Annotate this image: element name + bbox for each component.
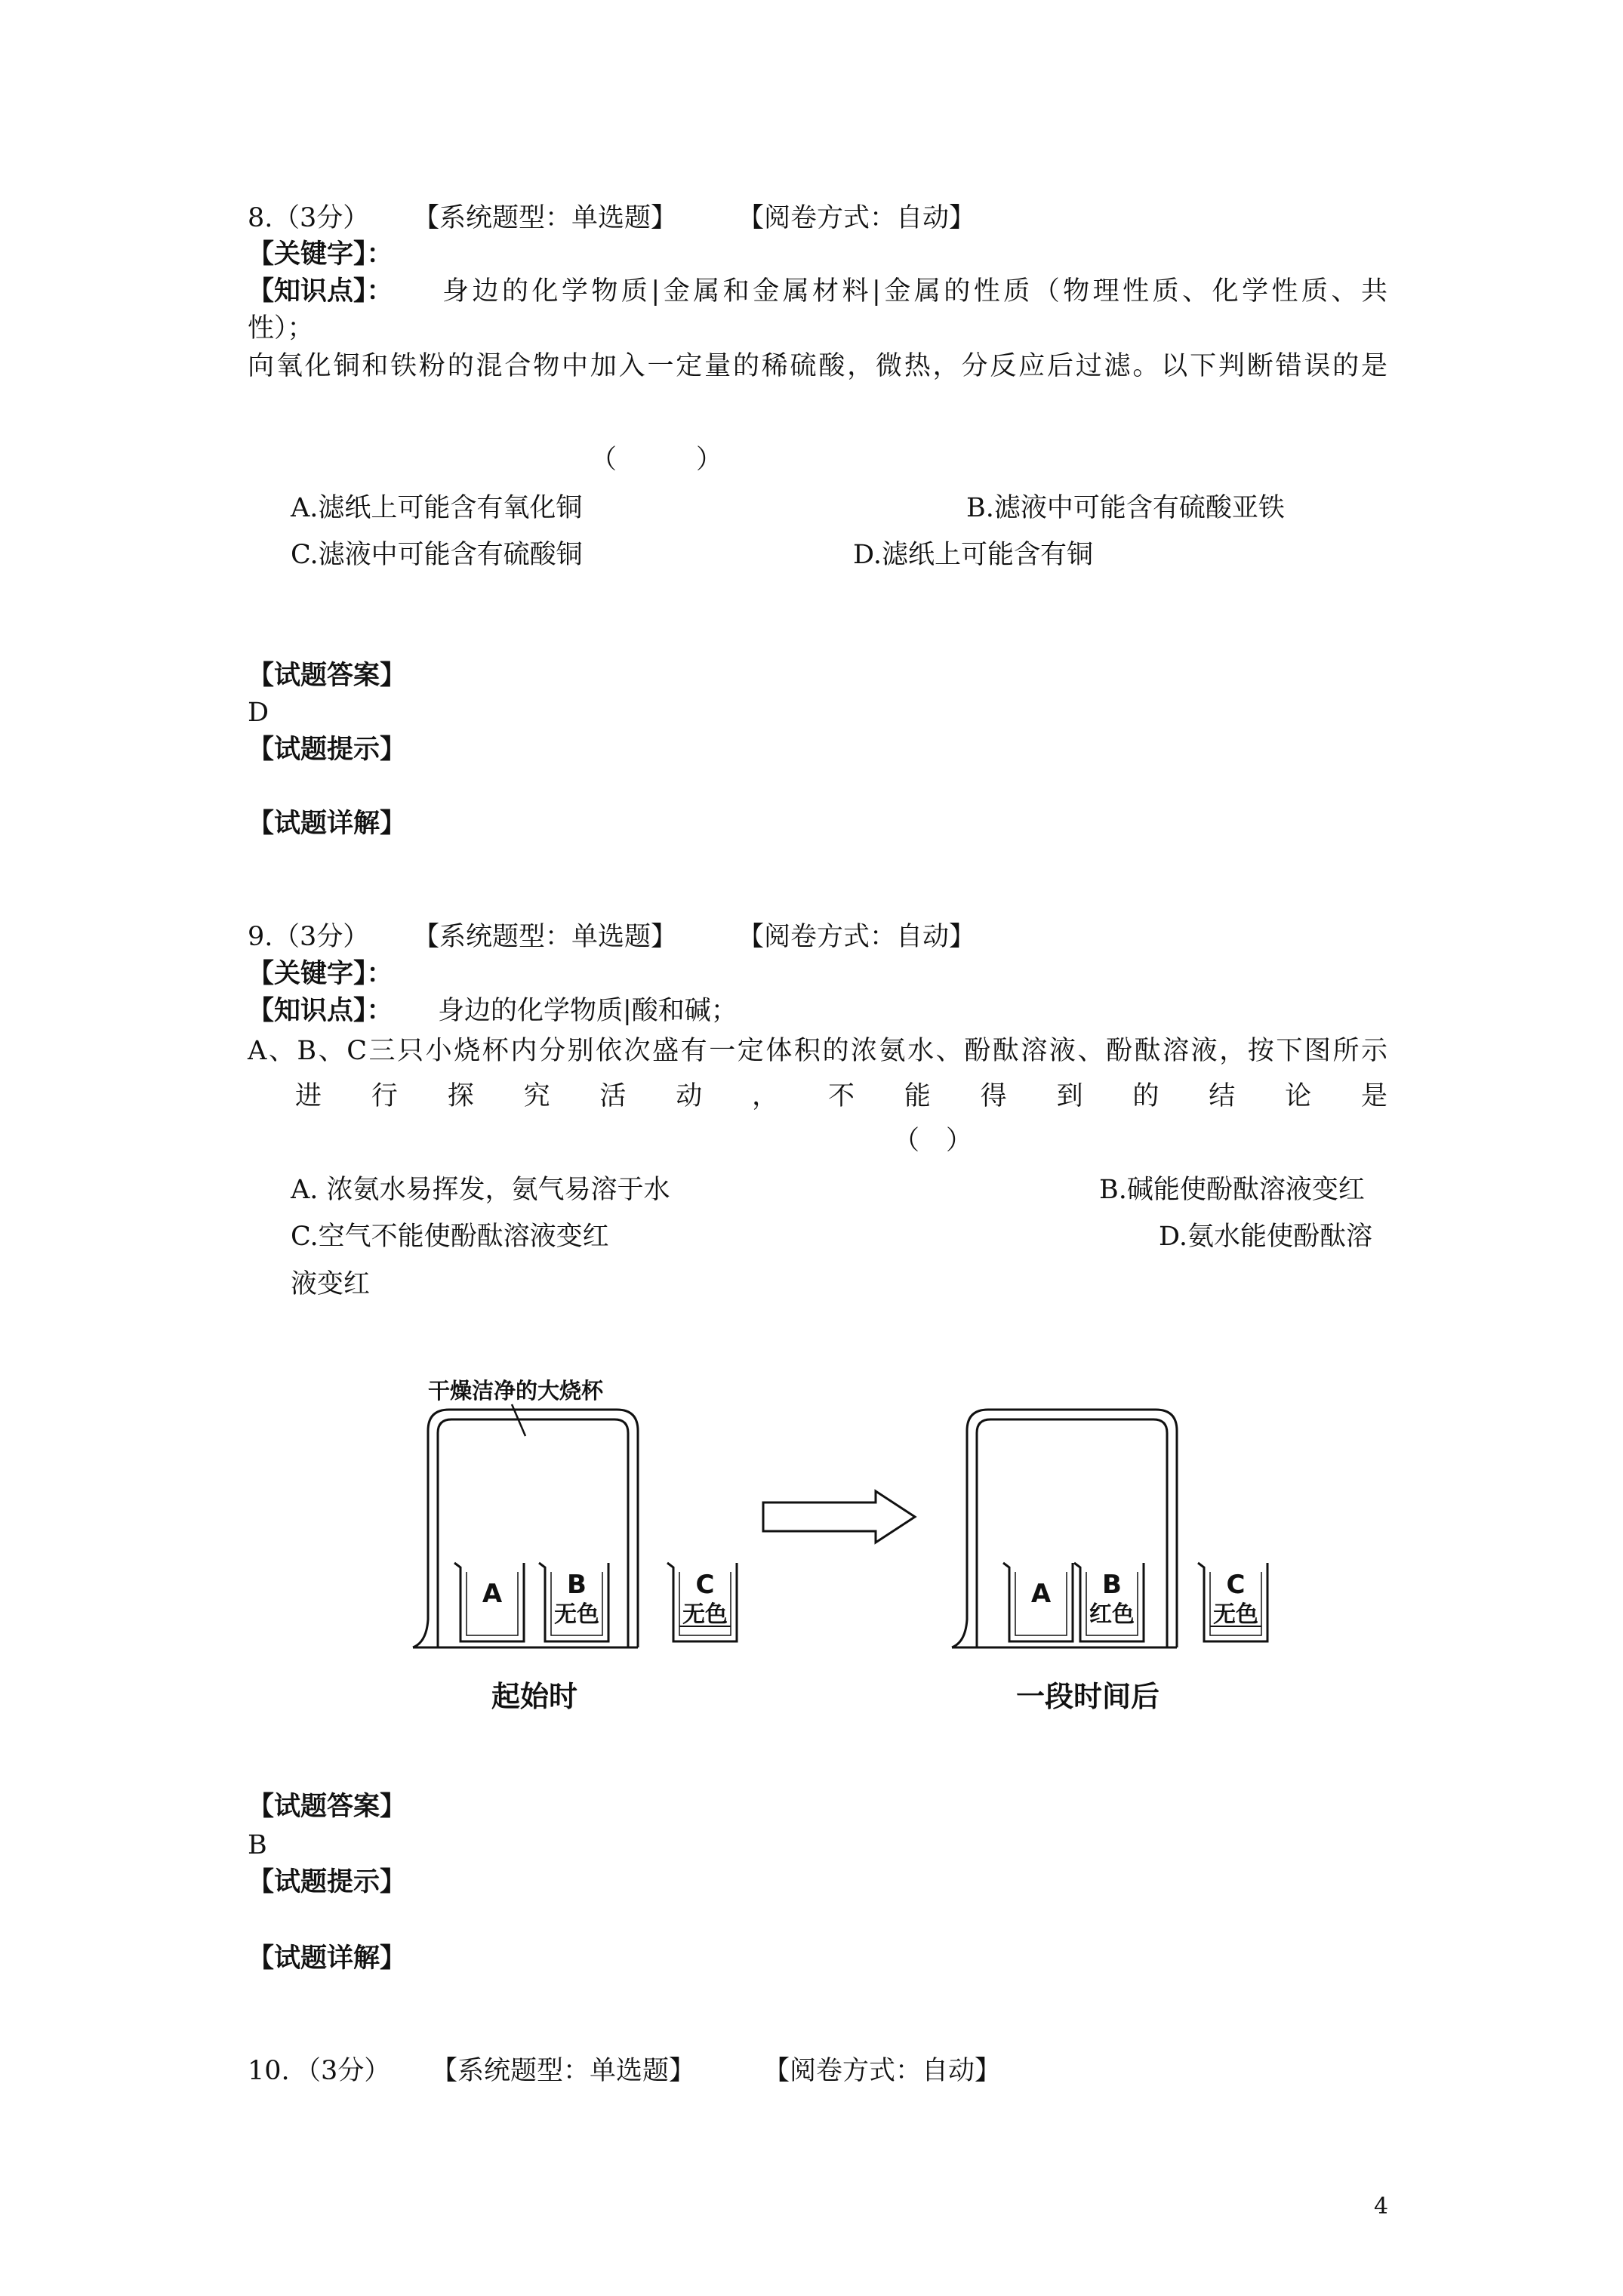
beaker-color-note: 无色 <box>554 1601 599 1628</box>
experiment-figure <box>393 1351 1313 1729</box>
small-beaker-a <box>1003 1563 1073 1641</box>
knowledge-label: 【知识点】： <box>248 276 393 307</box>
option-c: C.空气不能使酚酞溶液变红 <box>291 1222 609 1252</box>
keyword-label: 【关键字】： <box>248 959 393 989</box>
question-type: 【系统题型：单选题】 <box>413 922 678 952</box>
knowledge-text-continued: 性）； <box>248 313 314 344</box>
knowledge-text: 身边的化学物质|酸和碱； <box>438 996 738 1026</box>
arrow-right-icon <box>763 1491 915 1542</box>
option-a: A. 浓氨水易挥发，氨气易溶于水 <box>291 1175 670 1205</box>
option-d: D.滤纸上可能含有铜 <box>853 540 1093 570</box>
answer-value: B <box>248 1830 267 1860</box>
small-beaker-c <box>667 1563 737 1641</box>
beaker-letter: B <box>567 1570 587 1600</box>
beaker-letter: C <box>1226 1570 1246 1600</box>
beaker-letter: A <box>482 1579 503 1609</box>
scene-start <box>413 1410 737 1713</box>
big-beaker-label: 干燥洁净的大烧杯 <box>428 1378 604 1404</box>
keyword-label: 【关键字】： <box>248 239 393 270</box>
beaker-letter: B <box>1102 1570 1122 1600</box>
answer-label: 【试题答案】 <box>248 1792 407 1822</box>
question-number: 8. <box>248 203 273 233</box>
option-c: C.滤液中可能含有硫酸铜 <box>291 540 583 570</box>
small-beaker-c <box>1198 1563 1267 1641</box>
question-score: （3分） <box>273 922 370 952</box>
grading-method: 【阅卷方式：自动】 <box>738 203 976 233</box>
question-stem-continued: 进 行 探 究 活 动 ， 不 能 得 到 的 结 论 是 <box>295 1081 1387 1111</box>
option-d: D.氨水能使酚酞溶 <box>1159 1222 1372 1252</box>
beaker-letter: C <box>695 1570 715 1600</box>
scene-later <box>952 1410 1267 1713</box>
small-beaker-b <box>539 1563 608 1641</box>
scene-caption: 一段时间后 <box>1015 1680 1160 1713</box>
knowledge-text: 身边的化学物质|金属和金属材料|金属的性质（物理性质、化学性质、共 <box>442 276 1387 307</box>
option-b: B.滤液中可能含有硫酸亚铁 <box>966 493 1285 523</box>
grading-method: 【阅卷方式：自动】 <box>763 2056 1002 2086</box>
small-beaker-b <box>1074 1563 1144 1641</box>
small-beaker-a <box>454 1563 524 1641</box>
answer-value: D <box>248 698 269 728</box>
beaker-color-note: 红色 <box>1089 1601 1135 1628</box>
option-b: B.碱能使酚酞溶液变红 <box>1099 1175 1365 1205</box>
hint-label: 【试题提示】 <box>248 1867 407 1897</box>
option-d-continued: 液变红 <box>291 1269 371 1299</box>
scene-caption: 起始时 <box>491 1680 578 1713</box>
answer-label: 【试题答案】 <box>248 661 407 691</box>
grading-method: 【阅卷方式：自动】 <box>738 922 976 952</box>
question-type: 【系统题型：单选题】 <box>413 203 678 233</box>
question-number: 9. <box>248 922 273 952</box>
answer-blank: （ ） <box>893 1126 973 1156</box>
answer-blank: （ ） <box>590 445 723 475</box>
page-number: 4 <box>1374 2193 1389 2220</box>
hint-label: 【试题提示】 <box>248 735 407 765</box>
big-beaker <box>413 1410 638 1647</box>
question-type: 【系统题型：单选题】 <box>431 2056 696 2086</box>
question-stem: A、B、C三只小烧杯内分别依次盛有一定体积的浓氨水、酚酞溶液、酚酞溶液，按下图所示 <box>248 1036 1387 1066</box>
question-number: 10. <box>248 2056 290 2086</box>
option-a: A.滤纸上可能含有氧化铜 <box>291 493 583 523</box>
question-stem: 向氧化铜和铁粉的混合物中加入一定量的稀硫酸，微热，分反应后过滤。以下判断错误的是 <box>248 351 1387 381</box>
question-score: （3分） <box>273 203 370 233</box>
detail-label: 【试题详解】 <box>248 1943 407 1974</box>
detail-label: 【试题详解】 <box>248 809 407 839</box>
beaker-color-note: 无色 <box>1213 1601 1258 1628</box>
question-score: （3分） <box>294 2056 391 2086</box>
knowledge-label: 【知识点】： <box>248 996 393 1026</box>
beaker-color-note: 无色 <box>682 1601 728 1628</box>
beaker-letter: A <box>1030 1579 1052 1609</box>
